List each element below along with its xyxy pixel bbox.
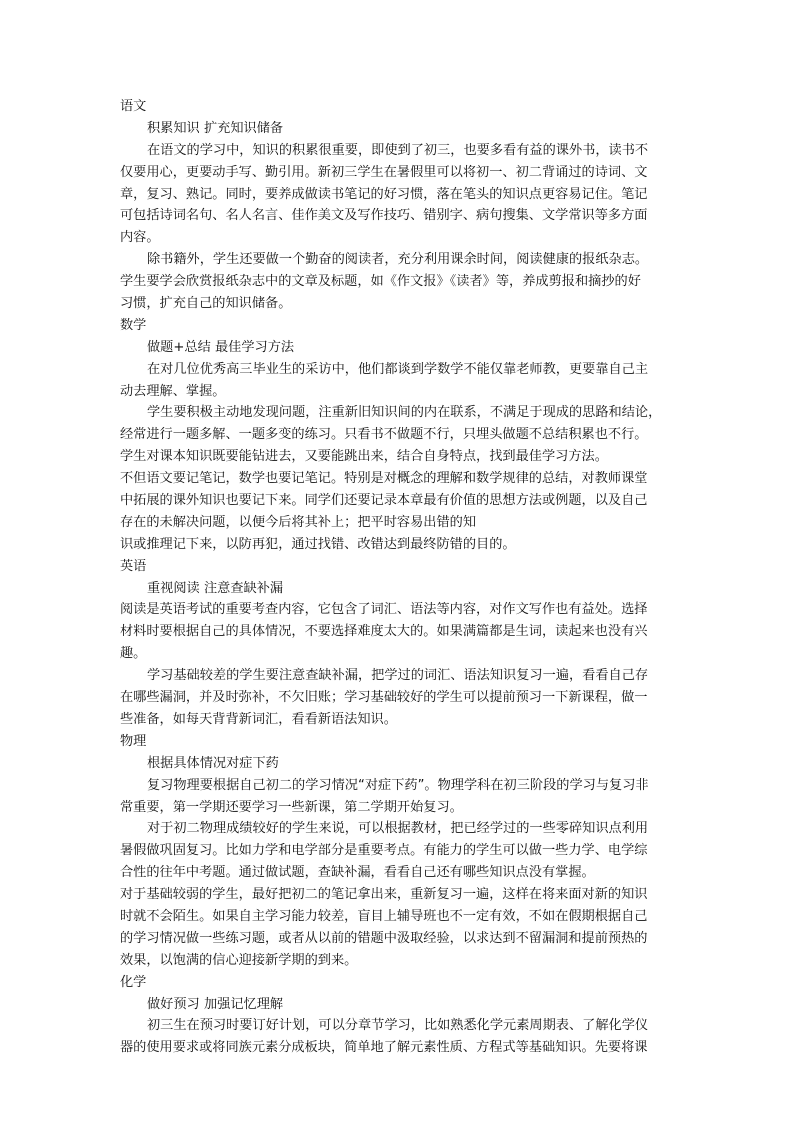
paragraph-line: 在哪些漏洞，并及时弥补，不欠旧账；学习基础较好的学生可以提前预习一下新课程，做一 xyxy=(120,690,648,706)
paragraph-first-line: 在语文的学习中，知识的积累很重要，即使到了初三，也要多看有益的课外书，读书不 xyxy=(147,142,649,158)
section-title: 英语 xyxy=(120,558,147,574)
paragraph-line: 不但语文要记笔记，数学也要记笔记。特别是对概念的理解和数学规律的总结，对教师课堂 xyxy=(120,471,648,487)
paragraph-first-line: 学习基础较差的学生要注意查缺补漏，把学过的词汇、语法知识复习一遍，看看自己存 xyxy=(147,668,649,684)
paragraph-line: 学生对课本知识既要能钻进去，又要能跳出来，结合自身特点，找到最佳学习方法。 xyxy=(120,449,608,465)
paragraph-first-line: 对于初二物理成绩较好的学生来说，可以根据教材，把已经学过的一些零碎知识点利用 xyxy=(147,821,649,837)
paragraph-line: 识或推理记下来，以防再犯，通过找错、改错达到最终防错的目的。 xyxy=(120,536,516,552)
section-subtitle: 重视阅读 注意查缺补漏 xyxy=(147,580,284,596)
paragraph-line: 常重要，第一学期还要学习一些新课，第二学期开始复习。 xyxy=(120,799,463,815)
section-subtitle: 做题+总结 最佳学习方法 xyxy=(147,339,295,355)
paragraph-first-line: 复习物理要根据自己初二的学习情况“对症下药”。物理学科在初三阶段的学习与复习非 xyxy=(147,777,649,793)
section-title: 数学 xyxy=(120,317,147,333)
paragraph-line: 经常进行一题多解、一题多变的练习。只看书不做题不行，只埋头做题不总结积累也不行。 xyxy=(120,427,648,443)
paragraph-line: 效果，以饱满的信心迎接新学期的到来。 xyxy=(120,952,358,968)
paragraph-line: 合性的往年中考题。通过做试题，查缺补漏，看看自己还有哪些知识点没有掌握。 xyxy=(120,865,595,881)
paragraph-line: 章，复习、熟记。同时，要养成做读书笔记的好习惯，落在笔头的知识点更容易记住。笔记 xyxy=(120,186,648,202)
paragraph-line: 内容。 xyxy=(120,230,160,246)
paragraph-line: 仅要用心，更要动手写、勤引用。新初三学生在暑假里可以将初一、初二背诵过的诗词、文 xyxy=(120,164,648,180)
section-title: 物理 xyxy=(120,733,147,749)
paragraph-line: 的学习情况做一些练习题，或者从以前的错题中汲取经验，以求达到不留漏洞和提前预热的 xyxy=(120,930,648,946)
paragraph-line: 材料时要根据自己的具体情况，不要选择难度太大的。如果满篇都是生词，读起来也没有兴 xyxy=(120,624,648,640)
paragraph-first-line: 学生要积极主动地发现问题，注重新旧知识间的内在联系，不满足于现成的思路和结论， xyxy=(147,405,662,421)
paragraph-line: 习惯，扩充自己的知识储备。 xyxy=(120,296,292,312)
section-subtitle: 根据具体情况对症下药 xyxy=(147,755,279,771)
paragraph-line: 中拓展的课外知识也要记下来。同学们还要记录本章最有价值的思想方法或例题，以及自己 xyxy=(120,493,648,509)
paragraph-line: 时就不会陌生。如果自主学习能力较差，盲目上辅导班也不一定有效，不如在假期根据自己 xyxy=(120,908,648,924)
paragraph-line: 学生要学会欣赏报纸杂志中的文章及标题，如《作文报》《读者》等，养成剪报和摘抄的好 xyxy=(120,274,641,290)
section-title: 语文 xyxy=(120,99,147,114)
paragraph-line: 趣。 xyxy=(120,646,147,662)
paragraph-line: 动去理解、掌握。 xyxy=(120,383,226,399)
paragraph-line: 器的使用要求或将同族元素分成板块，简单地了解元素性质、方程式等基础知识。先要将课 xyxy=(120,1040,648,1056)
section-subtitle: 做好预习 加强记忆理解 xyxy=(147,996,284,1012)
section-title: 化学 xyxy=(120,974,147,990)
paragraph-line: 存在的未解决问题，以便今后将其补上；把平时容易出错的知 xyxy=(120,514,477,530)
paragraph-first-line: 除书籍外，学生还要做一个勤奋的阅读者，充分利用课余时间，阅读健康的报纸杂志。 xyxy=(147,252,649,268)
document-page xyxy=(120,96,660,1059)
section-subtitle: 积累知识 扩充知识储备 xyxy=(147,120,284,136)
paragraph-line: 阅读是英语考试的重要考查内容，它包含了词汇、语法等内容，对作文写作也有益处。选择 xyxy=(120,602,648,618)
paragraph-first-line: 在对几位优秀高三毕业生的采访中，他们都谈到学数学不能仅靠老师教，更要靠自己主 xyxy=(147,361,649,377)
paragraph-line: 暑假做巩固复习。比如力学和电学部分是重要考点。有能力的学生可以做一些力学、电学综 xyxy=(120,843,648,859)
paragraph-first-line: 初三生在预习时要订好计划，可以分章节学习，比如熟悉化学元素周期表、了解化学仪 xyxy=(147,1018,649,1034)
paragraph-line: 可包括诗词名句、名人名言、佳作美文及写作技巧、错别字、病句搜集、文学常识等多方面 xyxy=(120,208,648,224)
paragraph-line: 对于基础较弱的学生，最好把初二的笔记拿出来，重新复习一遍，这样在将来面对新的知识 xyxy=(120,887,648,903)
paragraph-line: 些准备，如每天背背新词汇，看看新语法知识。 xyxy=(120,711,397,727)
